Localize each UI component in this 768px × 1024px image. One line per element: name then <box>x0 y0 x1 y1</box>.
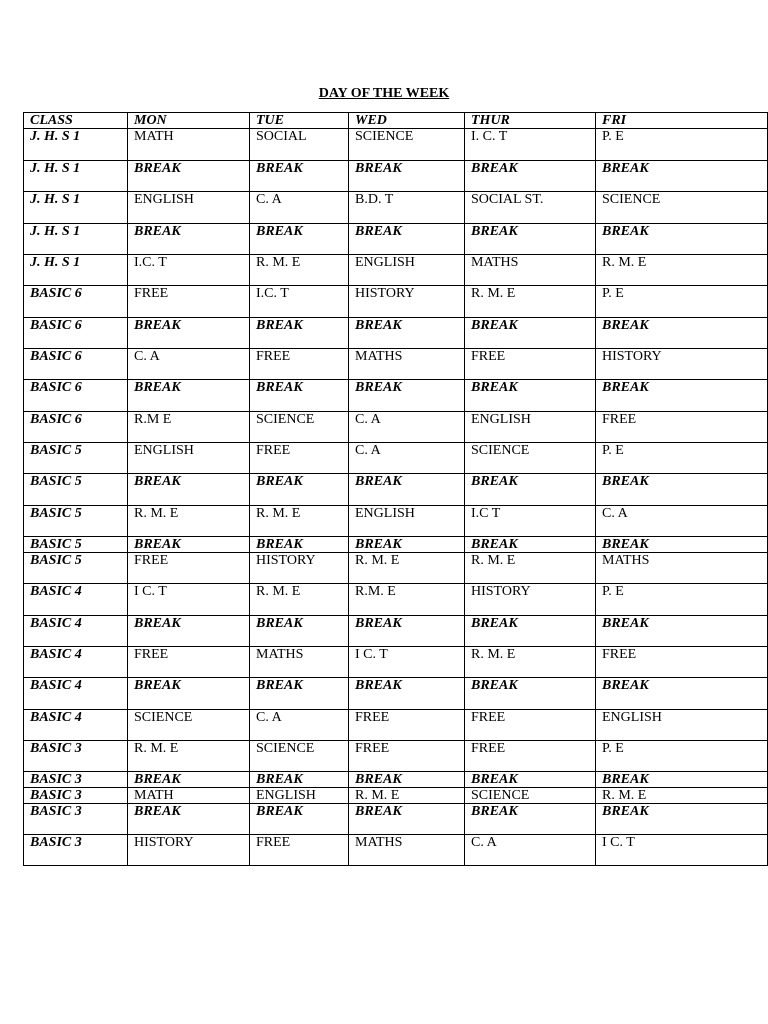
class-cell: BASIC 3 <box>24 772 128 788</box>
subject-cell: BREAK <box>349 474 465 506</box>
subject-cell: BREAK <box>250 224 349 255</box>
table-row <box>24 553 768 584</box>
subject-cell: R. M. E <box>465 286 596 318</box>
class-cell: BASIC 4 <box>24 616 128 647</box>
subject-cell: HISTORY <box>465 584 596 616</box>
subject-cell: HISTORY <box>128 835 250 866</box>
subject-cell: P. E <box>596 286 768 318</box>
table-row <box>24 318 768 349</box>
table-row <box>24 412 768 443</box>
class-cell: BASIC 4 <box>24 647 128 678</box>
table-row <box>24 678 768 710</box>
subject-cell: SCIENCE <box>349 129 465 161</box>
class-cell: J. H. S 1 <box>24 192 128 224</box>
subject-cell: BREAK <box>349 380 465 412</box>
subject-cell: SOCIAL <box>250 129 349 161</box>
class-cell: BASIC 3 <box>24 804 128 835</box>
class-cell: BASIC 4 <box>24 584 128 616</box>
class-cell: J. H. S 1 <box>24 129 128 161</box>
class-cell: BASIC 6 <box>24 380 128 412</box>
class-cell: BASIC 6 <box>24 318 128 349</box>
subject-cell: C. A <box>250 192 349 224</box>
table-row <box>24 804 768 835</box>
subject-cell: FREE <box>596 647 768 678</box>
subject-cell: R. M. E <box>250 255 349 286</box>
subject-cell: R. M. E <box>349 553 465 584</box>
class-cell: BASIC 5 <box>24 537 128 553</box>
subject-cell: I.C T <box>465 506 596 537</box>
subject-cell: BREAK <box>596 537 768 553</box>
subject-cell: C. A <box>349 443 465 474</box>
subject-cell: BREAK <box>349 161 465 192</box>
subject-cell: BREAK <box>250 474 349 506</box>
subject-cell: ENGLISH <box>128 443 250 474</box>
subject-cell: FREE <box>349 741 465 772</box>
table-row <box>24 443 768 474</box>
subject-cell: ENGLISH <box>128 192 250 224</box>
subject-cell: BREAK <box>465 318 596 349</box>
subject-cell: MATHS <box>465 255 596 286</box>
class-cell: BASIC 6 <box>24 412 128 443</box>
subject-cell: HISTORY <box>250 553 349 584</box>
class-cell: BASIC 5 <box>24 506 128 537</box>
class-cell: BASIC 4 <box>24 678 128 710</box>
class-cell: J. H. S 1 <box>24 224 128 255</box>
table-row <box>24 788 768 804</box>
subject-cell: C. A <box>349 412 465 443</box>
page-title: DAY OF THE WEEK <box>318 86 450 101</box>
subject-cell: FREE <box>128 553 250 584</box>
class-cell: BASIC 5 <box>24 474 128 506</box>
subject-cell: I.C. T <box>128 255 250 286</box>
subject-cell: BREAK <box>250 772 349 788</box>
timetable <box>23 112 768 866</box>
subject-cell: R.M E <box>128 412 250 443</box>
subject-cell: SOCIAL ST. <box>465 192 596 224</box>
subject-cell: BREAK <box>465 537 596 553</box>
subject-cell: BREAK <box>349 537 465 553</box>
subject-cell: BREAK <box>128 161 250 192</box>
table-row <box>24 772 768 788</box>
subject-cell: P. E <box>596 443 768 474</box>
subject-cell: ENGLISH <box>465 412 596 443</box>
timetable-body <box>24 113 768 866</box>
subject-cell: FREE <box>250 349 349 380</box>
subject-cell: P. E <box>596 741 768 772</box>
subject-cell: BREAK <box>349 804 465 835</box>
subject-cell: BREAK <box>465 474 596 506</box>
subject-cell: MATHS <box>349 349 465 380</box>
subject-cell: MATHS <box>250 647 349 678</box>
subject-cell: FREE <box>250 835 349 866</box>
subject-cell: R. M. E <box>349 788 465 804</box>
subject-cell: BREAK <box>349 616 465 647</box>
subject-cell: BREAK <box>250 804 349 835</box>
subject-cell: BREAK <box>596 616 768 647</box>
table-row <box>24 349 768 380</box>
subject-cell: BREAK <box>596 380 768 412</box>
subject-cell: R. M. E <box>465 647 596 678</box>
table-row <box>24 286 768 318</box>
subject-cell: BREAK <box>128 804 250 835</box>
subject-cell: HISTORY <box>596 349 768 380</box>
subject-cell: BREAK <box>349 318 465 349</box>
subject-cell: I C. T <box>128 584 250 616</box>
subject-cell: BREAK <box>465 380 596 412</box>
class-cell: J. H. S 1 <box>24 255 128 286</box>
subject-cell: R. M. E <box>128 506 250 537</box>
subject-cell: BREAK <box>128 678 250 710</box>
column-header: TUE <box>250 113 349 129</box>
subject-cell: C. A <box>128 349 250 380</box>
subject-cell: BREAK <box>250 318 349 349</box>
table-row <box>24 161 768 192</box>
subject-cell: FREE <box>465 741 596 772</box>
subject-cell: MATH <box>128 129 250 161</box>
column-header: FRI <box>596 113 768 129</box>
subject-cell: BREAK <box>128 616 250 647</box>
subject-cell: I C. T <box>596 835 768 866</box>
subject-cell: C. A <box>465 835 596 866</box>
subject-cell: BREAK <box>465 616 596 647</box>
subject-cell: SCIENCE <box>465 788 596 804</box>
subject-cell: BREAK <box>250 537 349 553</box>
table-row <box>24 380 768 412</box>
subject-cell: BREAK <box>349 224 465 255</box>
subject-cell: BREAK <box>465 678 596 710</box>
class-cell: BASIC 3 <box>24 788 128 804</box>
subject-cell: BREAK <box>596 161 768 192</box>
subject-cell: SCIENCE <box>250 412 349 443</box>
subject-cell: BREAK <box>465 224 596 255</box>
subject-cell: R. M. E <box>596 255 768 286</box>
subject-cell: ENGLISH <box>349 255 465 286</box>
subject-cell: P. E <box>596 584 768 616</box>
header-row <box>24 113 768 129</box>
subject-cell: SCIENCE <box>128 710 250 741</box>
subject-cell: BREAK <box>250 161 349 192</box>
subject-cell: B.D. T <box>349 192 465 224</box>
table-row <box>24 741 768 772</box>
subject-cell: BREAK <box>596 678 768 710</box>
column-header: MON <box>128 113 250 129</box>
subject-cell: BREAK <box>596 804 768 835</box>
table-row <box>24 506 768 537</box>
subject-cell: BREAK <box>465 772 596 788</box>
subject-cell: BREAK <box>465 161 596 192</box>
subject-cell: SCIENCE <box>465 443 596 474</box>
subject-cell: R. M. E <box>465 553 596 584</box>
subject-cell: BREAK <box>465 804 596 835</box>
subject-cell: ENGLISH <box>250 788 349 804</box>
subject-cell: R. M. E <box>250 584 349 616</box>
table-row <box>24 616 768 647</box>
subject-cell: R. M. E <box>596 788 768 804</box>
subject-cell: BREAK <box>250 678 349 710</box>
class-cell: BASIC 3 <box>24 741 128 772</box>
subject-cell: BREAK <box>250 380 349 412</box>
subject-cell: I C. T <box>349 647 465 678</box>
class-cell: J. H. S 1 <box>24 161 128 192</box>
subject-cell: BREAK <box>596 224 768 255</box>
subject-cell: MATH <box>128 788 250 804</box>
subject-cell: BREAK <box>596 772 768 788</box>
subject-cell: BREAK <box>128 224 250 255</box>
table-row <box>24 584 768 616</box>
subject-cell: C. A <box>596 506 768 537</box>
subject-cell: BREAK <box>128 537 250 553</box>
table-row <box>24 192 768 224</box>
subject-cell: HISTORY <box>349 286 465 318</box>
subject-cell: C. A <box>250 710 349 741</box>
subject-cell: BREAK <box>128 380 250 412</box>
subject-cell: FREE <box>128 647 250 678</box>
table-row <box>24 224 768 255</box>
table-row <box>24 129 768 161</box>
table-row <box>24 474 768 506</box>
subject-cell: BREAK <box>128 318 250 349</box>
subject-cell: BREAK <box>128 772 250 788</box>
subject-cell: FREE <box>128 286 250 318</box>
subject-cell: P. E <box>596 129 768 161</box>
subject-cell: I. C. T <box>465 129 596 161</box>
subject-cell: SCIENCE <box>596 192 768 224</box>
table-row <box>24 255 768 286</box>
subject-cell: I.C. T <box>250 286 349 318</box>
table-row <box>24 537 768 553</box>
class-cell: BASIC 4 <box>24 710 128 741</box>
subject-cell: BREAK <box>349 772 465 788</box>
subject-cell: BREAK <box>349 678 465 710</box>
subject-cell: FREE <box>250 443 349 474</box>
subject-cell: FREE <box>596 412 768 443</box>
subject-cell: FREE <box>465 710 596 741</box>
subject-cell: R.M. E <box>349 584 465 616</box>
table-row <box>24 835 768 866</box>
class-cell: BASIC 5 <box>24 443 128 474</box>
class-cell: BASIC 6 <box>24 349 128 380</box>
subject-cell: FREE <box>465 349 596 380</box>
subject-cell: R. M. E <box>128 741 250 772</box>
subject-cell: BREAK <box>128 474 250 506</box>
subject-cell: BREAK <box>596 474 768 506</box>
column-header: CLASS <box>24 113 128 129</box>
table-row <box>24 710 768 741</box>
subject-cell: MATHS <box>349 835 465 866</box>
class-cell: BASIC 3 <box>24 835 128 866</box>
class-cell: BASIC 6 <box>24 286 128 318</box>
table-row <box>24 647 768 678</box>
subject-cell: BREAK <box>596 318 768 349</box>
subject-cell: FREE <box>349 710 465 741</box>
column-header: WED <box>349 113 465 129</box>
subject-cell: SCIENCE <box>250 741 349 772</box>
subject-cell: ENGLISH <box>596 710 768 741</box>
subject-cell: ENGLISH <box>349 506 465 537</box>
subject-cell: R. M. E <box>250 506 349 537</box>
class-cell: BASIC 5 <box>24 553 128 584</box>
subject-cell: BREAK <box>250 616 349 647</box>
subject-cell: MATHS <box>596 553 768 584</box>
column-header: THUR <box>465 113 596 129</box>
